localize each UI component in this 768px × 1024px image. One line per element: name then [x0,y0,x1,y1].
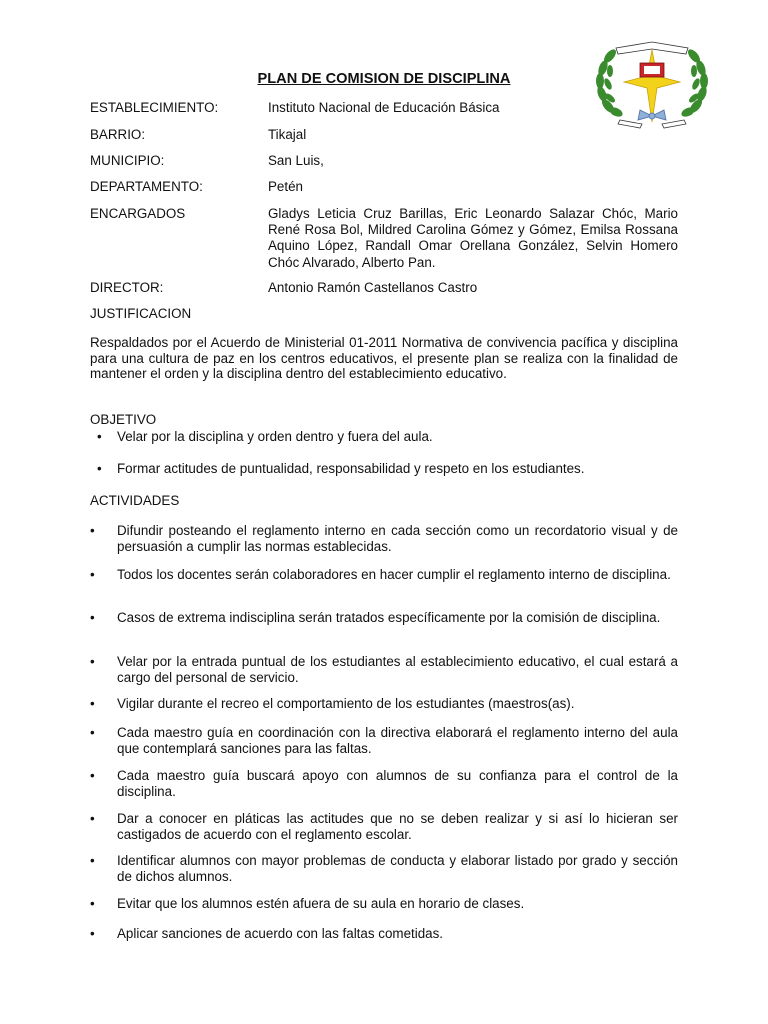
field-value: San Luis, [268,153,324,168]
field-label: ENCARGADOS [90,206,186,221]
actividad-item-text: Dar a conocer en pláticas las actitudes que no se deben realizar y si así lo hicieran ser castigados de acuerdo con el reglamento escolar. [117,811,678,842]
field-value: Petén [268,179,303,194]
bullet-icon: • [90,610,95,625]
objetivo-heading: OBJETIVO [90,412,157,427]
bullet-icon: • [90,523,95,538]
actividad-item-text: Velar por la entrada puntual de los estudiantes al establecimiento educativo, el cual estará a cargo del personal de servicio. [117,654,678,685]
bullet-icon: • [90,853,95,868]
actividades-heading: ACTIVIDADES [90,493,180,508]
actividad-item-text: Difundir posteando el reglamento interno en cada sección como un recordatorio visual y de persuasión a cumplir las normas establecidas. [117,523,678,554]
field-value: Tikajal [268,127,307,142]
document-title [90,72,678,88]
justificacion-heading: JUSTIFICACION [90,306,192,321]
bullet-icon: • [90,896,95,911]
actividad-item-text: Aplicar sanciones de acuerdo con las faltas cometidas. [117,926,444,941]
actividad-item-text: Identificar alumnos con mayor problemas de conducta y elaborar listado por grado y sección de dichos alumnos. [117,853,678,884]
actividad-item-text: Cada maestro guía en coordinación con la directiva elaborará el reglamento interno del aula que contemplará sanciones para las faltas. [117,725,678,756]
objetivo-item-text: Formar actitudes de puntualidad, responsabilidad y respeto en los estudiantes. [117,461,585,476]
field-label: DEPARTAMENTO: [90,179,203,194]
field-label: BARRIO: [90,127,146,142]
field-label: ESTABLECIMIENTO: [90,100,219,115]
field-label: DIRECTOR: [90,280,164,295]
bullet-icon: • [90,926,95,941]
actividad-item-text: Cada maestro guía buscará apoyo con alumnos de su confianza para el control de la disciplina. [117,768,678,799]
field-value: Gladys Leticia Cruz Barillas, Eric Leonardo Salazar Chóc, Mario René Rosa Bol, Mildred Carolina Gómez y Gómez, Emilsa Rossana Aquino López, Randall Omar Orellana González, Selvin Homero Chóc Alvarado, Alberto Pan. [268,206,678,270]
bullet-icon: • [97,461,102,476]
actividad-item-text: Vigilar durante el recreo el comportamiento de los estudiantes (maestros(as). [117,696,575,711]
actividad-item-text: Casos de extrema indisciplina serán tratados específicamente por la comisión de disciplina. [117,610,661,625]
bullet-icon: • [90,811,95,826]
bullet-icon: • [90,654,95,669]
bullet-icon: • [90,768,95,783]
field-value: Antonio Ramón Castellanos Castro [268,280,478,295]
actividad-item-text: Evitar que los alumnos estén afuera de su aula en horario de clases. [117,896,525,911]
bullet-icon: • [90,725,95,740]
field-label: MUNICIPIO: [90,153,165,168]
bullet-icon: • [90,567,95,582]
document-title-text: PLAN DE COMISION DE DISCIPLINA [257,71,511,87]
justificacion-text: Respaldados por el Acuerdo de Ministerial 01-2011 Normativa de convivencia pacífica y disciplina para una cultura de paz en los centros educativos, el presente plan se realiza con la finalidad de mantener el orden y la disciplina dentro del establecimiento educativo. [90,335,678,381]
actividad-item-text: Todos los docentes serán colaboradores en hacer cumplir el reglamento interno de disciplina. [117,567,671,582]
objetivo-item-text: Velar por la disciplina y orden dentro y fuera del aula. [117,429,433,444]
field-value: Instituto Nacional de Educación Básica [268,100,500,115]
bullet-icon: • [90,696,95,711]
bullet-icon: • [97,429,102,444]
